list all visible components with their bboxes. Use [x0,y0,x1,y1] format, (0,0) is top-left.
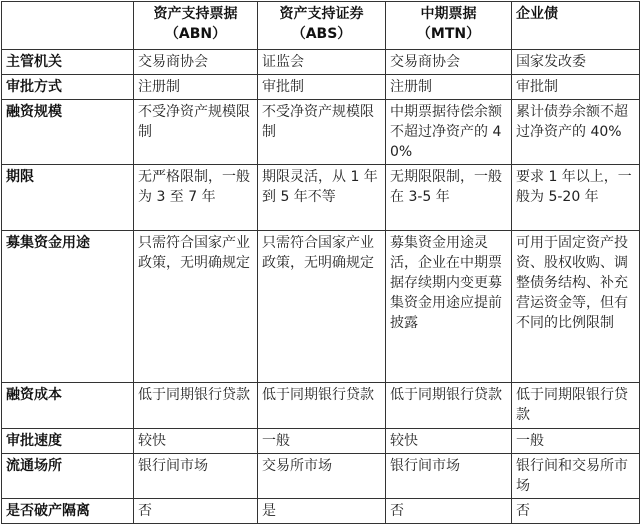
table-cell: 无期限限制，一般在 3-5 年 [386,165,512,231]
table-cell: 较快 [386,429,512,454]
table-cell: 否 [386,499,512,524]
col-header-mtn [386,2,512,50]
table-cell: 审批制 [258,75,386,100]
row-label: 期限 [2,165,134,231]
col-title: 企业债 [516,6,558,22]
col-header-enterprise-bond [512,2,640,50]
table-cell: 不受净资产规模限制 [134,100,258,165]
col-title: 中期票据 [420,6,477,22]
row-label: 募集资金用途 [2,231,134,383]
row-label: 审批方式 [2,75,134,100]
table-row [2,75,640,100]
table-cell: 募集资金用途灵活，企业在中期票据存续期内变更募集资金用途应提前披露 [386,231,512,383]
table-cell: 只需符合国家产业政策，无明确规定 [258,231,386,383]
table-cell: 否 [512,499,640,524]
table-cell: 注册制 [134,75,258,100]
table-cell: 中期票据待偿余额不超过净资产的 40% [386,100,512,165]
table-cell: 证监会 [258,50,386,75]
col-subtitle: （MTN） [416,26,481,42]
table-cell: 交易商协会 [134,50,258,75]
col-title: 资产支持证券 [279,6,364,22]
corner-cell [2,2,134,50]
table-cell: 只需符合国家产业政策，无明确规定 [134,231,258,383]
table-row [2,383,640,429]
table-cell: 银行间市场 [134,454,258,499]
col-header-abs [258,2,386,50]
comparison-table [1,1,640,524]
table-cell: 累计债券余额不超过净资产的 40% [512,100,640,165]
table-cell: 期限灵活，从 1 年到 5 年不等 [258,165,386,231]
row-label: 融资规模 [2,100,134,165]
table-cell: 交易所市场 [258,454,386,499]
table-cell: 低于同期限银行贷款 [512,383,640,429]
table-cell: 低于同期银行贷款 [134,383,258,429]
row-label: 融资成本 [2,383,134,429]
row-label: 流通场所 [2,454,134,499]
col-header-abn [134,2,258,50]
table-cell: 是 [258,499,386,524]
table-cell: 交易商协会 [386,50,512,75]
col-title: 资产支持票据 [153,6,238,22]
table-cell: 可用于固定资产投资、股权收购、调整债务结构、补充营运资金等，但有不同的比例限制 [512,231,640,383]
table-row [2,231,640,383]
table-cell: 要求 1 年以上，一般为 5-20 年 [512,165,640,231]
table-cell: 无严格限制，一般为 3 至 7 年 [134,165,258,231]
table-cell: 否 [134,499,258,524]
table-row [2,429,640,454]
table-row [2,50,640,75]
table-cell: 国家发改委 [512,50,640,75]
table-cell: 银行间市场 [386,454,512,499]
table-cell: 低于同期银行贷款 [386,383,512,429]
table-cell: 审批制 [512,75,640,100]
table-row [2,165,640,231]
row-label: 主管机关 [2,50,134,75]
table-cell: 较快 [134,429,258,454]
table-cell: 低于同期银行贷款 [258,383,386,429]
table-cell: 不受净资产规模限制 [258,100,386,165]
table-row [2,100,640,165]
header-row [2,2,640,50]
table-cell: 一般 [258,429,386,454]
col-subtitle: （ABN） [164,26,227,42]
table-cell: 银行间和交易所市场 [512,454,640,499]
row-label: 是否破产隔离 [2,499,134,524]
table-row [2,454,640,499]
table-cell: 注册制 [386,75,512,100]
col-subtitle: （ABS） [291,26,352,42]
row-label: 审批速度 [2,429,134,454]
table-cell: 一般 [512,429,640,454]
